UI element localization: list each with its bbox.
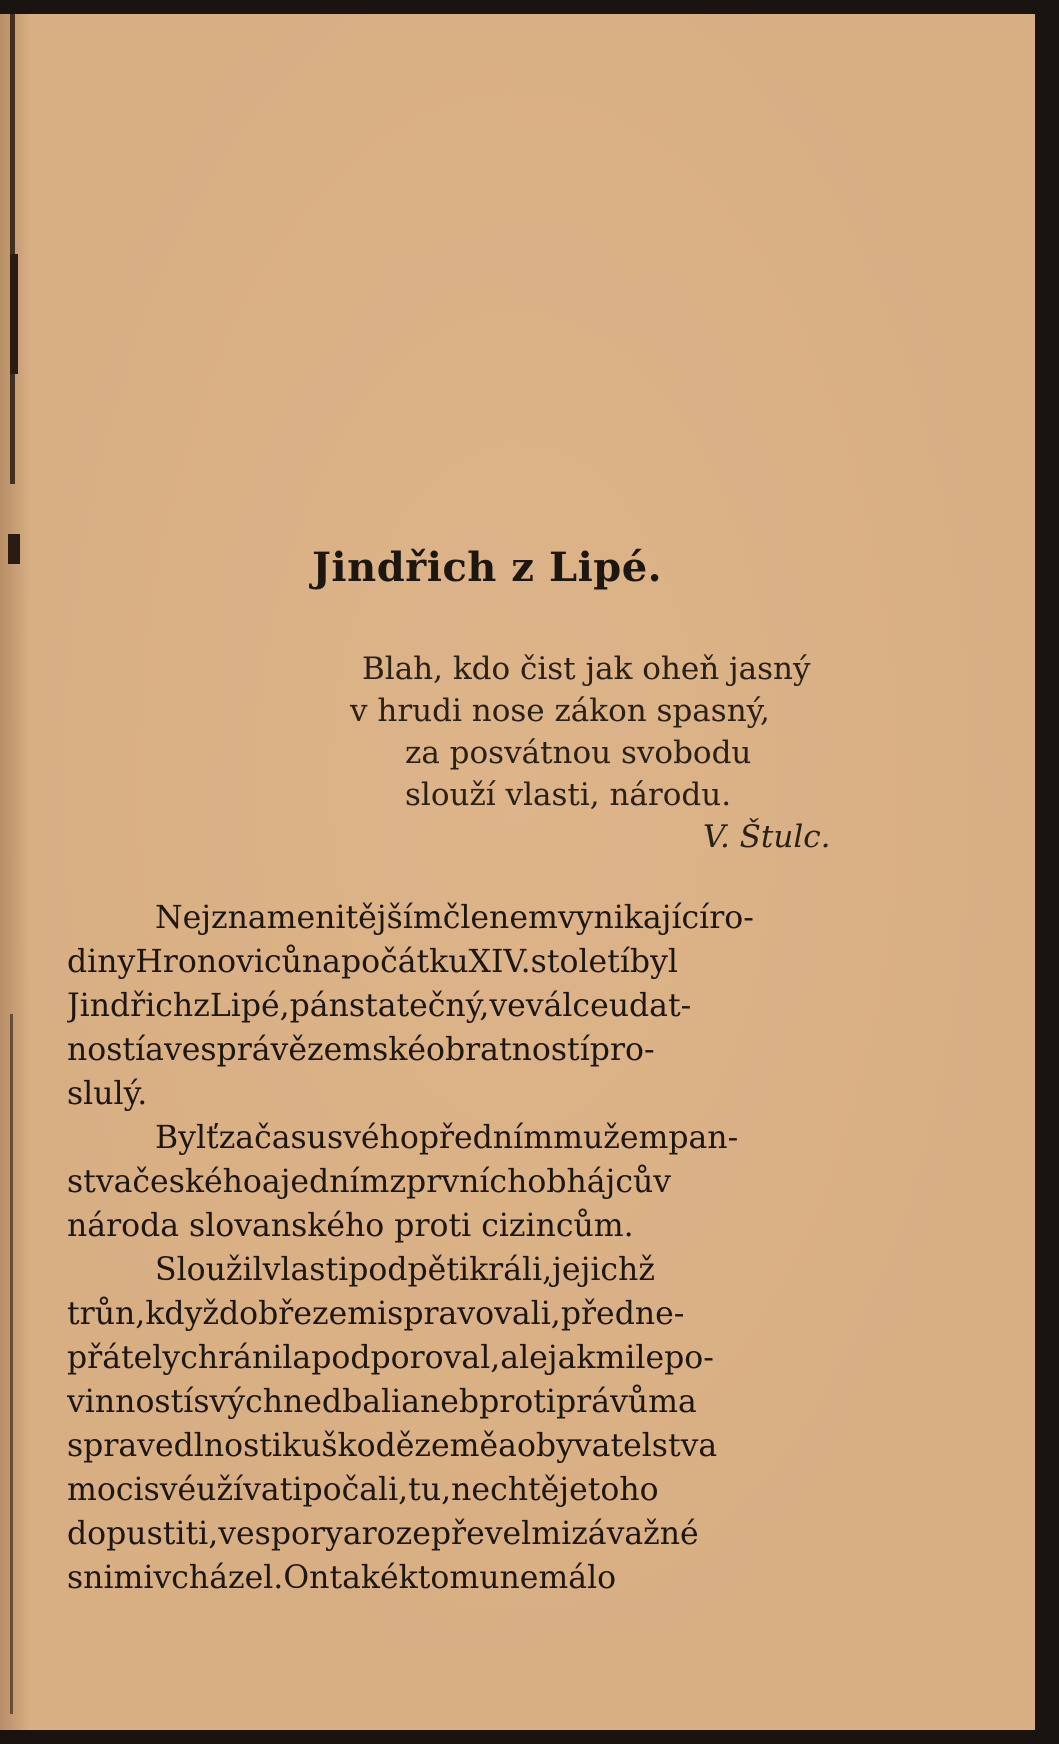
body-line: přátelychránilapodporoval,alejakmilepo- [67,1340,714,1376]
body-line: Sloužilvlastipodpětikráli,jejichž [155,1252,655,1288]
body-line: JindřichzLipé,pánstatečný,veválceudat- [67,988,692,1024]
body-line: spravedlnostikuškodězeměaobyvatelstva [67,1428,718,1464]
chapter-title: Jindřich z Lipé. [312,544,663,591]
motto-line: Blah, kdo čist jak oheň jasný [362,651,811,687]
motto-line: slouží vlasti, národu. [405,777,732,813]
body-line: vinnostísvýchnedbalianebprotiprávůma [67,1384,697,1420]
motto-author: V. Štulc. [703,819,831,855]
body-line: Nejznamenitějšímčlenemvynikajícíro- [155,900,754,936]
body-line: trůn,kdyždobřezemispravovali,předne- [67,1296,685,1332]
motto-line: za posvátnou svobodu [405,735,752,771]
body-line: stvačeskéhoajednímzprvníchobhájcův [67,1164,672,1200]
body-line: mocisvéužívatipočali,tu,nechtějetoho [67,1472,659,1508]
body-line: nostíavesprávězemskéobratnostípro- [67,1032,655,1068]
body-line: dopustiti,vesporyarozepřevelmizávažné [67,1516,699,1552]
body-line: snimivcházel.Ontakéktomunemálo [67,1560,617,1596]
body-text [67,896,907,1600]
book-page [0,14,1035,1730]
motto-line: v hrudi nose zákon spasný, [350,693,770,729]
body-line: Bylťzačasusvéhopřednímmužempan- [155,1120,739,1156]
body-line: slulý. [67,1076,148,1112]
body-line: dinyHronovicůnapočátkuXIV.stoletíbyl [67,944,678,980]
page-binding-edge [10,14,26,1730]
body-line: národa slovanského proti cizincům. [67,1208,634,1244]
